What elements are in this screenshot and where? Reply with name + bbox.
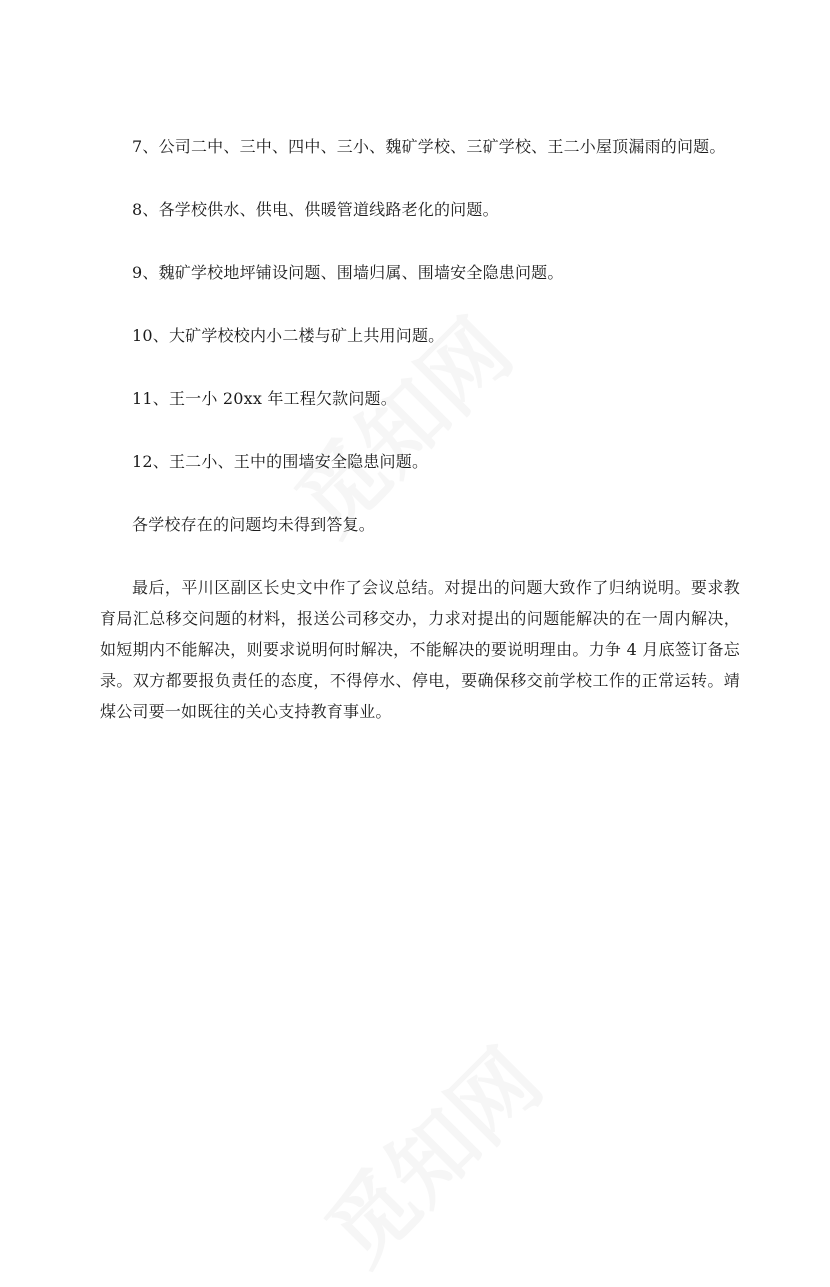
watermark <box>294 1017 564 1287</box>
paragraph-item-9: 9、魏矿学校地坪铺设问题、围墙归属、围墙安全隐患问题。 <box>132 263 564 282</box>
paragraph-item-8: 8、各学校供水、供电、供暖管道线路老化的问题。 <box>132 200 499 219</box>
paragraph-item-11: 11、王一小 20xx 年工程欠款问题。 <box>132 389 397 408</box>
document-body <box>100 131 740 727</box>
paragraph-item-10: 10、大矿学校校内小二楼与矿上共用问题。 <box>132 326 445 345</box>
paragraph-item-7: 7、公司二中、三中、四中、三小、魏矿学校、三矿学校、王二小屋顶漏雨的问题。 <box>132 137 726 156</box>
paragraph-no-response: 各学校存在的问题均未得到答复。 <box>132 515 376 534</box>
paragraph-conclusion: 最后，平川区副区长史文中作了会议总结。对提出的问题大致作了归纳说明。要求教育局汇总移交问题的材料，报送公司移交办，力求对提出的问题能解决的在一周内解决，如短期内不能解决，则要求说明何时解决，不能解决的要说明理由。力争 4 月底签订备忘录。双方都要报负责任的态度，不得停水、停电，要确保移交前学校工作的正常运转。靖煤公司要一如既往的关心支持教育事业。 <box>100 578 740 721</box>
paragraph-item-12: 12、王二小、王中的围墙安全隐患问题。 <box>132 452 429 471</box>
